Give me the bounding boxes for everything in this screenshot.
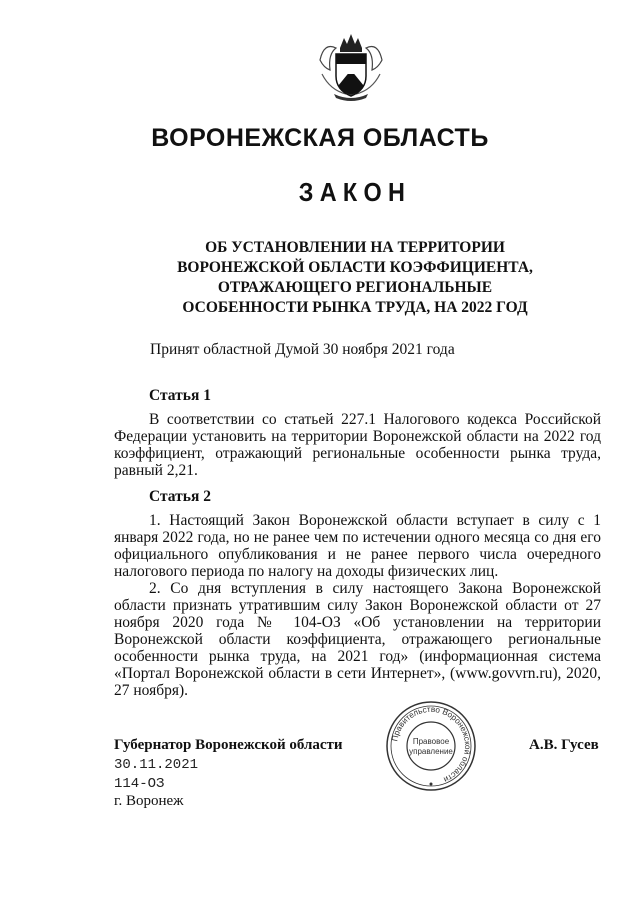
region-heading: ВОРОНЕЖСКАЯ ОБЛАСТЬ (151, 124, 489, 152)
stamp-inner-text: управление (409, 747, 453, 756)
law-city: г. Воронеж (114, 793, 184, 809)
law-body (114, 387, 601, 699)
law-date: 30.11.2021 (114, 757, 199, 773)
signatory-name: А.В. Гусев (529, 737, 599, 753)
article-paragraph: 2. Со дня вступления в силу настоящего Закона Воронежской области признать утратившим силу Закон Воронежской области от 27 ноября 2020 года № 104-ОЗ «Об установлении на территории Воронежской области коэффициента, отражающего региональные особенности рынка труда, на 2021 год» (информационная система «Портал Воронежской области в сети Интернет», (www.govvrn.ru), 2020, 27 ноября). (114, 580, 601, 699)
article-heading: Статья 2 (149, 488, 211, 505)
law-label: ЗАКОН (298, 177, 412, 207)
article-paragraph: 1. Настоящий Закон Воронежской области вступает в силу с 1 января 2022 года, но не ранее чем по истечении одного месяца со дня его официального опубликования и не ранее первого числа очередного налогового периода по налогу на доходы физических лиц. (114, 512, 601, 580)
law-title (150, 238, 560, 318)
law-title-line: ОСОБЕННОСТИ РЫНКА ТРУДА, НА 2022 ГОД (182, 299, 528, 316)
article-paragraph: В соответствии со статьей 227.1 Налогового кодекса Российской Федерации установить на территории Воронежской области на 2022 год коэффициент, отражающий региональные особенности рынка труда, равный 2,21. (114, 411, 601, 479)
law-title-line: ОБ УСТАНОВЛЕНИИ НА ТЕРРИТОРИИ (205, 239, 505, 256)
adoption-note: Принят областной Думой 30 ноября 2021 года (150, 341, 455, 358)
article-heading: Статья 1 (149, 387, 211, 404)
coat-of-arms-icon (316, 30, 386, 102)
official-stamp-icon (385, 700, 477, 792)
stamp-inner-text: Правовое (412, 737, 450, 746)
law-title-line: ОТРАЖАЮЩЕГО РЕГИОНАЛЬНЫЕ (217, 279, 493, 296)
law-number: 114-ОЗ (114, 776, 165, 792)
stamp-outer-text: Правительство Воронежской области (390, 704, 473, 785)
law-title-line: ВОРОНЕЖСКОЙ ОБЛАСТИ КОЭФФИЦИЕНТА, (177, 259, 533, 276)
signatory-title: Губернатор Воронежской области (114, 737, 343, 753)
